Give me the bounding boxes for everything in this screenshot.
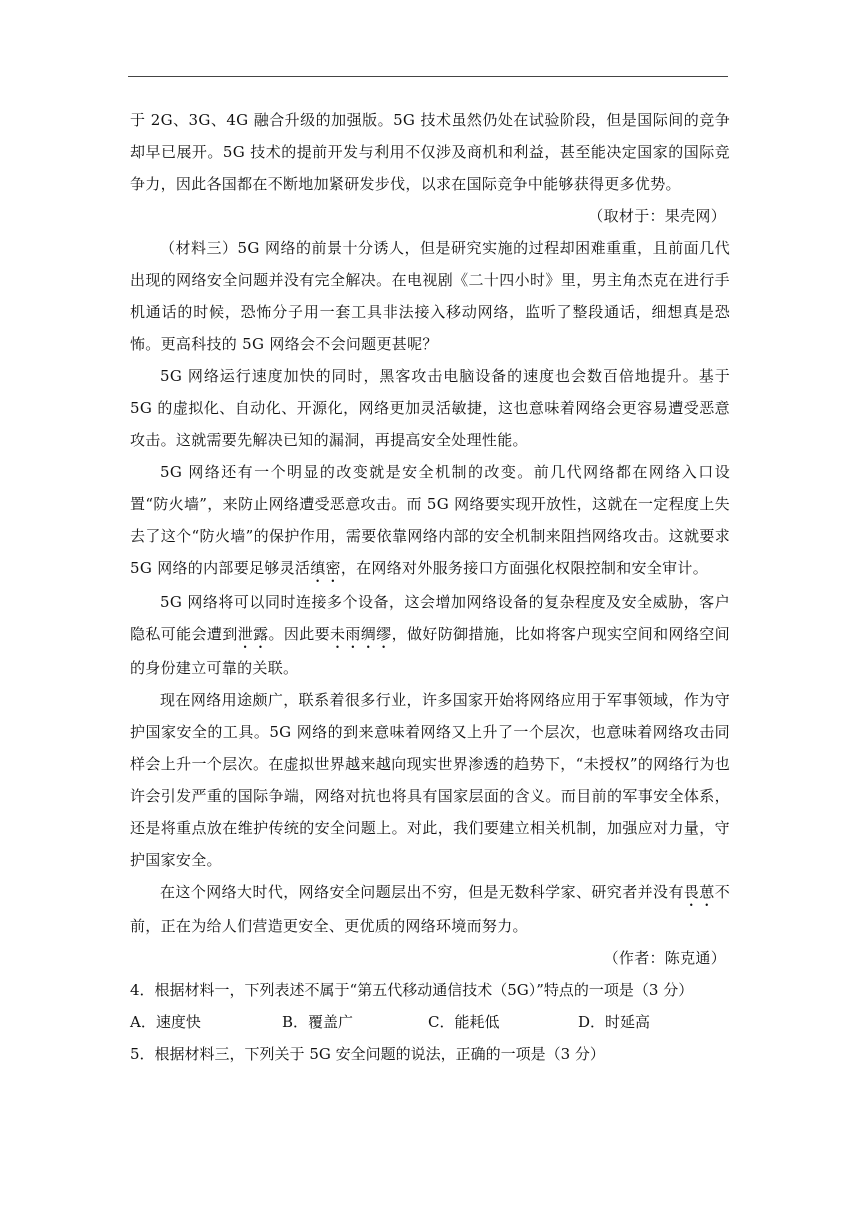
question-5: 5．根据材料三，下列关于 5G 安全问题的说法，正确的一项是（3 分）	[130, 1045, 605, 1063]
text-segment: 不前，正在为给人们营造更安全、更优质的网络环境而努力。	[130, 883, 730, 935]
paragraph-security-mechanism	[130, 456, 730, 586]
paragraph-multi-device	[130, 586, 730, 684]
paragraph-material-three: （材料三）5G 网络的前景十分诱人，但是研究实施的过程却困难重重，且前面几代出现的网络安全问题并没有完全解决。在电视剧《二十四小时》里，男主角杰克在进行手机通话的时候，恐怖分子用一套工具非法接入移动网络，监听了整段通话，细想真是恐怖。更高科技的 5G 网络会不会问题更甚呢？	[130, 239, 730, 353]
text-segment: 。因此要	[268, 625, 331, 643]
paragraph-5g-competition: 于 2G、3G、4G 融合升级的加强版。5G 技术虽然仍处在试验阶段，但是国际间的竞争却早已展开。5G 技术的提前开发与利用不仅涉及商机和利益，甚至能决定国家的国际竞争力，因此各国都在不断地加紧研发步伐，以求在国际竞争中能够获得更多优势。	[130, 111, 730, 193]
text-segment: 5G 网络将可以同时连接多个设备，这会增加网络设备的复杂程度及安全威胁，客户隐私可能会遭到	[130, 593, 730, 643]
source-citation: （取材于：果壳网）	[588, 207, 726, 225]
paragraph-hacker-speed: 5G 网络运行速度加快的同时，黑客攻击电脑设备的速度也会数百倍地提升。基于 5G 的虚拟化、自动化、开源化，网络更加灵活敏捷，这也意味着网络会更容易遭受恶意攻击。这就需要先解决已知的漏洞，再提高安全处理性能。	[130, 367, 730, 449]
option-c: C．能耗低	[428, 1013, 500, 1031]
option-a: A．速度快	[130, 1013, 201, 1031]
option-b: B．覆盖广	[282, 1013, 354, 1031]
question-4-options	[130, 1006, 730, 1038]
document-body	[130, 104, 730, 1070]
text-segment: 在这个网络大时代，网络安全问题层出不穷，但是无数科学家、研究者并没有	[160, 883, 684, 901]
text-segment: ，在网络对外服务接口方面强化权限控制和安全审计。	[340, 559, 709, 577]
emphasized-word: 泄露	[237, 625, 269, 643]
paragraph-conclusion	[130, 876, 730, 942]
text-segment: 5G 网络还有一个明显的改变就是安全机制的改变。前几代网络都在网络入口设置“防火墙”，来防止网络遭受恶意攻击。而 5G 网络要实现开放性，这就在一定程度上失去了这个“防火墙”的保护作用，需要依靠网络内部的安全机制来阻挡网络攻击。这就要求 5G 网络的内部要足够灵活	[130, 463, 730, 577]
paragraph-military-security: 现在网络用途颇广，联系着很多行业，许多国家开始将网络应用于军事领域，作为守护国家安全的工具。5G 网络的到来意味着网络又上升了一个层次，也意味着网络攻击同样会上升一个层次。在虚拟世界越来越向现实世界渗透的趋势下，“未授权”的网络行为也许会引发严重的国际争端，网络对抗也将具有国家层面的含义。而目前的军事安全体系，还是将重点放在维护传统的安全问题上。对此，我们要建立相关机制，加强应对力量，守护国家安全。	[130, 691, 730, 869]
option-d: D．时延高	[578, 1013, 651, 1031]
emphasized-word: 畏葸	[683, 883, 715, 901]
emphasized-word: 未雨绸缪	[330, 625, 392, 643]
header-rule	[128, 76, 728, 77]
question-4: 4．根据材料一，下列表述不属于“第五代移动通信技术（5G）”特点的一项是（3 分）	[130, 981, 694, 999]
text-segment: ，做好防御措施，比如将客户现实空间和网络空间的身份建立可靠的关联。	[130, 625, 730, 677]
emphasized-word: 缜密	[310, 559, 341, 577]
author-citation: （作者：陈克通）	[603, 949, 726, 967]
